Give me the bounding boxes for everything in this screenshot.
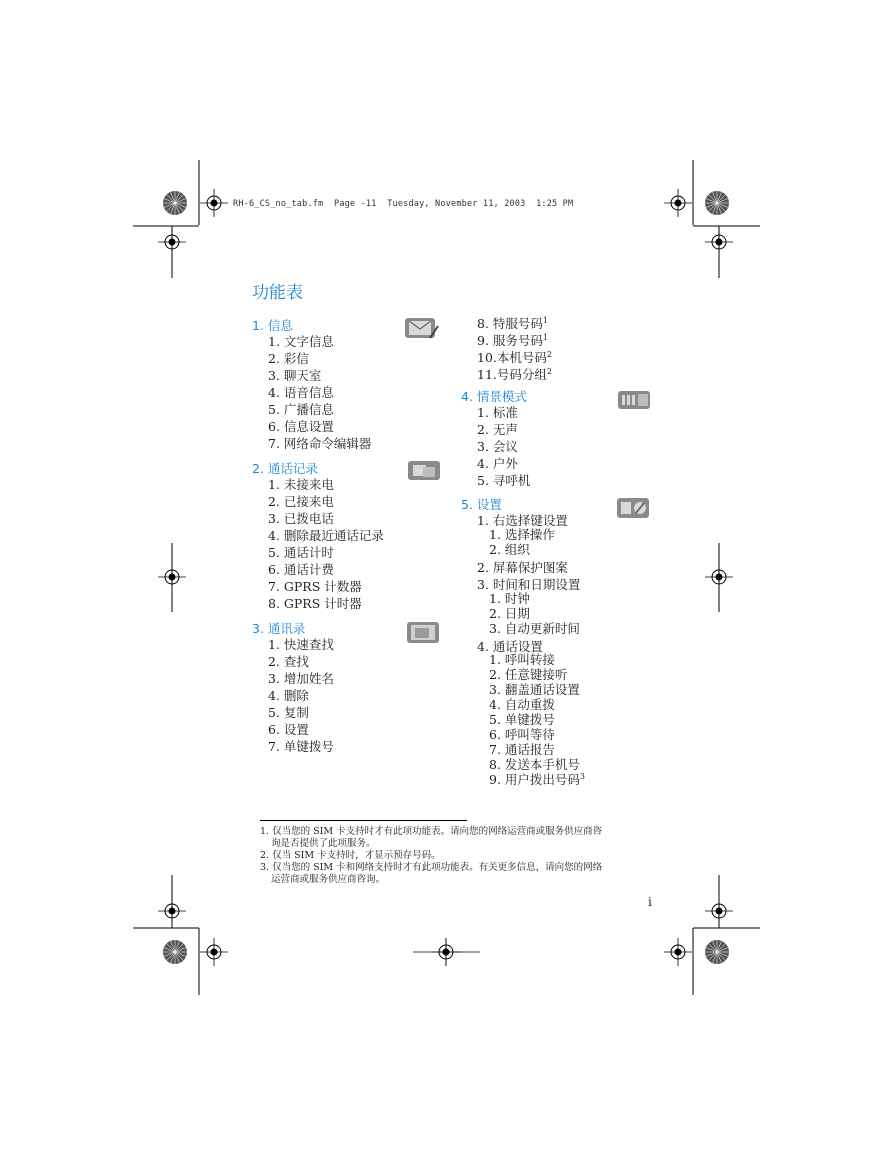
list-item: 10.本机号码$^2$: [477, 350, 552, 365]
sublist: [477, 652, 585, 787]
sub-item: 8. 发送本手机号: [489, 757, 580, 772]
sub-item: 3. 自动更新时间: [489, 621, 580, 636]
sub-item: 9. 用户拨出号码$^3$: [489, 772, 585, 787]
section-contacts-title: 3. 通讯录: [252, 621, 306, 636]
footnote-2: 2. 仅当 SIM 卡支持时，才显示预存号码。: [260, 850, 441, 861]
list-item: 4. 通话设置: [477, 639, 543, 654]
page-title: 功能表: [252, 283, 303, 303]
list-item: 3. 会议: [477, 439, 518, 454]
list-item: 4. 删除: [268, 688, 309, 703]
footnote-ref: 3: [579, 772, 585, 781]
list-item: 4. 语音信息: [268, 385, 334, 400]
section-settings-title: 5. 设置: [461, 497, 502, 512]
page-number: i: [648, 895, 652, 909]
footnote-ref: 1: [542, 316, 548, 325]
sub-item: 1. 呼叫转接: [489, 652, 555, 667]
list-item: 7. 单键拨号: [268, 739, 334, 754]
sub-item: 6. 呼叫等待: [489, 727, 555, 742]
settings-icon: [616, 496, 652, 520]
sub-item: 5. 单键拨号: [489, 712, 555, 727]
list-item: 1. 未接来电: [268, 477, 334, 492]
list-item: 2. 彩信: [268, 351, 309, 366]
footnote-divider: [260, 820, 467, 821]
footnote-1: 1. 仅当您的 SIM 卡支持时才有此项功能表。请向您的网络运营商或服务供应商咨: [260, 826, 603, 837]
list-item: 3. 时间和日期设置: [477, 577, 581, 592]
list-item: 1. 右选择键设置: [477, 513, 568, 528]
section-profiles-title: 4. 情景模式: [461, 389, 527, 404]
profiles-list: [477, 404, 530, 489]
sublist: [477, 527, 585, 557]
list-item: 2. 已接来电: [268, 494, 334, 509]
sub-item: 3. 翻盖通话设置: [489, 682, 580, 697]
list-item: 6. 信息设置: [268, 419, 334, 434]
list-item: 1. 标准: [477, 405, 518, 420]
list-item: 5. 通话计时: [268, 545, 334, 560]
list-item: 4. 户外: [477, 456, 518, 471]
sublist: [477, 591, 585, 636]
sub-item: 1. 选择操作: [489, 527, 555, 542]
list-item: 1. 快速查找: [268, 637, 334, 652]
footnote-1-cont: 询是否提供了此项服务。: [271, 838, 376, 849]
messages-icon: [404, 316, 440, 340]
list-item: 8. GPRS 计时器: [268, 596, 362, 611]
footnote-ref: 2: [546, 350, 552, 359]
list-item: 6. 通话计费: [268, 562, 334, 577]
list-item: 3. 增加姓名: [268, 671, 334, 686]
sub-item: 2. 日期: [489, 606, 530, 621]
list-item: 11.号码分组$^2$: [477, 367, 552, 382]
list-item: 3. 聊天室: [268, 368, 322, 383]
profiles-icon: [617, 388, 653, 412]
footnotes: [260, 826, 602, 886]
contacts-icon: [406, 620, 442, 646]
call-log-list: [268, 476, 384, 612]
footnote-ref: 2: [546, 367, 552, 376]
contacts-more-list: [477, 315, 552, 383]
list-item: 9. 服务号码$^1$: [477, 333, 548, 348]
contacts-list: [268, 636, 334, 755]
list-item: 5. 复制: [268, 705, 309, 720]
list-item: 8. 特服号码$^1$: [477, 316, 548, 331]
file-slug: RH-6_CS_no_tab.fm Page -11 Tuesday, November 11, 2003 1:25 PM: [233, 199, 574, 209]
settings-list: [477, 512, 585, 787]
section-call-log-title: 2. 通话记录: [252, 461, 318, 476]
list-item: 4. 删除最近通话记录: [268, 528, 384, 543]
list-item: 6. 设置: [268, 722, 309, 737]
sub-item: 1. 时钟: [489, 591, 530, 606]
list-item: 5. 广播信息: [268, 402, 334, 417]
sub-item: 2. 组织: [489, 542, 530, 557]
sub-item: 2. 任意键接听: [489, 667, 568, 682]
list-item: 7. 网络命令编辑器: [268, 436, 372, 451]
footnote-3: 3. 仅当您的 SIM 卡和网络支持时才有此项功能表。有关更多信息，请向您的网络: [260, 862, 603, 873]
list-item: 2. 屏幕保护图案: [477, 560, 568, 575]
list-item: 3. 已拨电话: [268, 511, 334, 526]
call-log-icon: [407, 459, 443, 483]
list-item: 7. GPRS 计数器: [268, 579, 362, 594]
list-item: 2. 查找: [268, 654, 309, 669]
list-item: 1. 文字信息: [268, 334, 334, 349]
footnote-ref: 1: [542, 333, 548, 342]
messages-list: [268, 333, 371, 452]
sub-item: 7. 通话报告: [489, 742, 555, 757]
list-item: 2. 无声: [477, 422, 518, 437]
list-item: 5. 寻呼机: [477, 473, 531, 488]
footnote-3-cont: 运营商或服务供应商咨询。: [271, 874, 386, 885]
section-messages-title: 1. 信息: [252, 318, 293, 333]
sub-item: 4. 自动重拨: [489, 697, 555, 712]
